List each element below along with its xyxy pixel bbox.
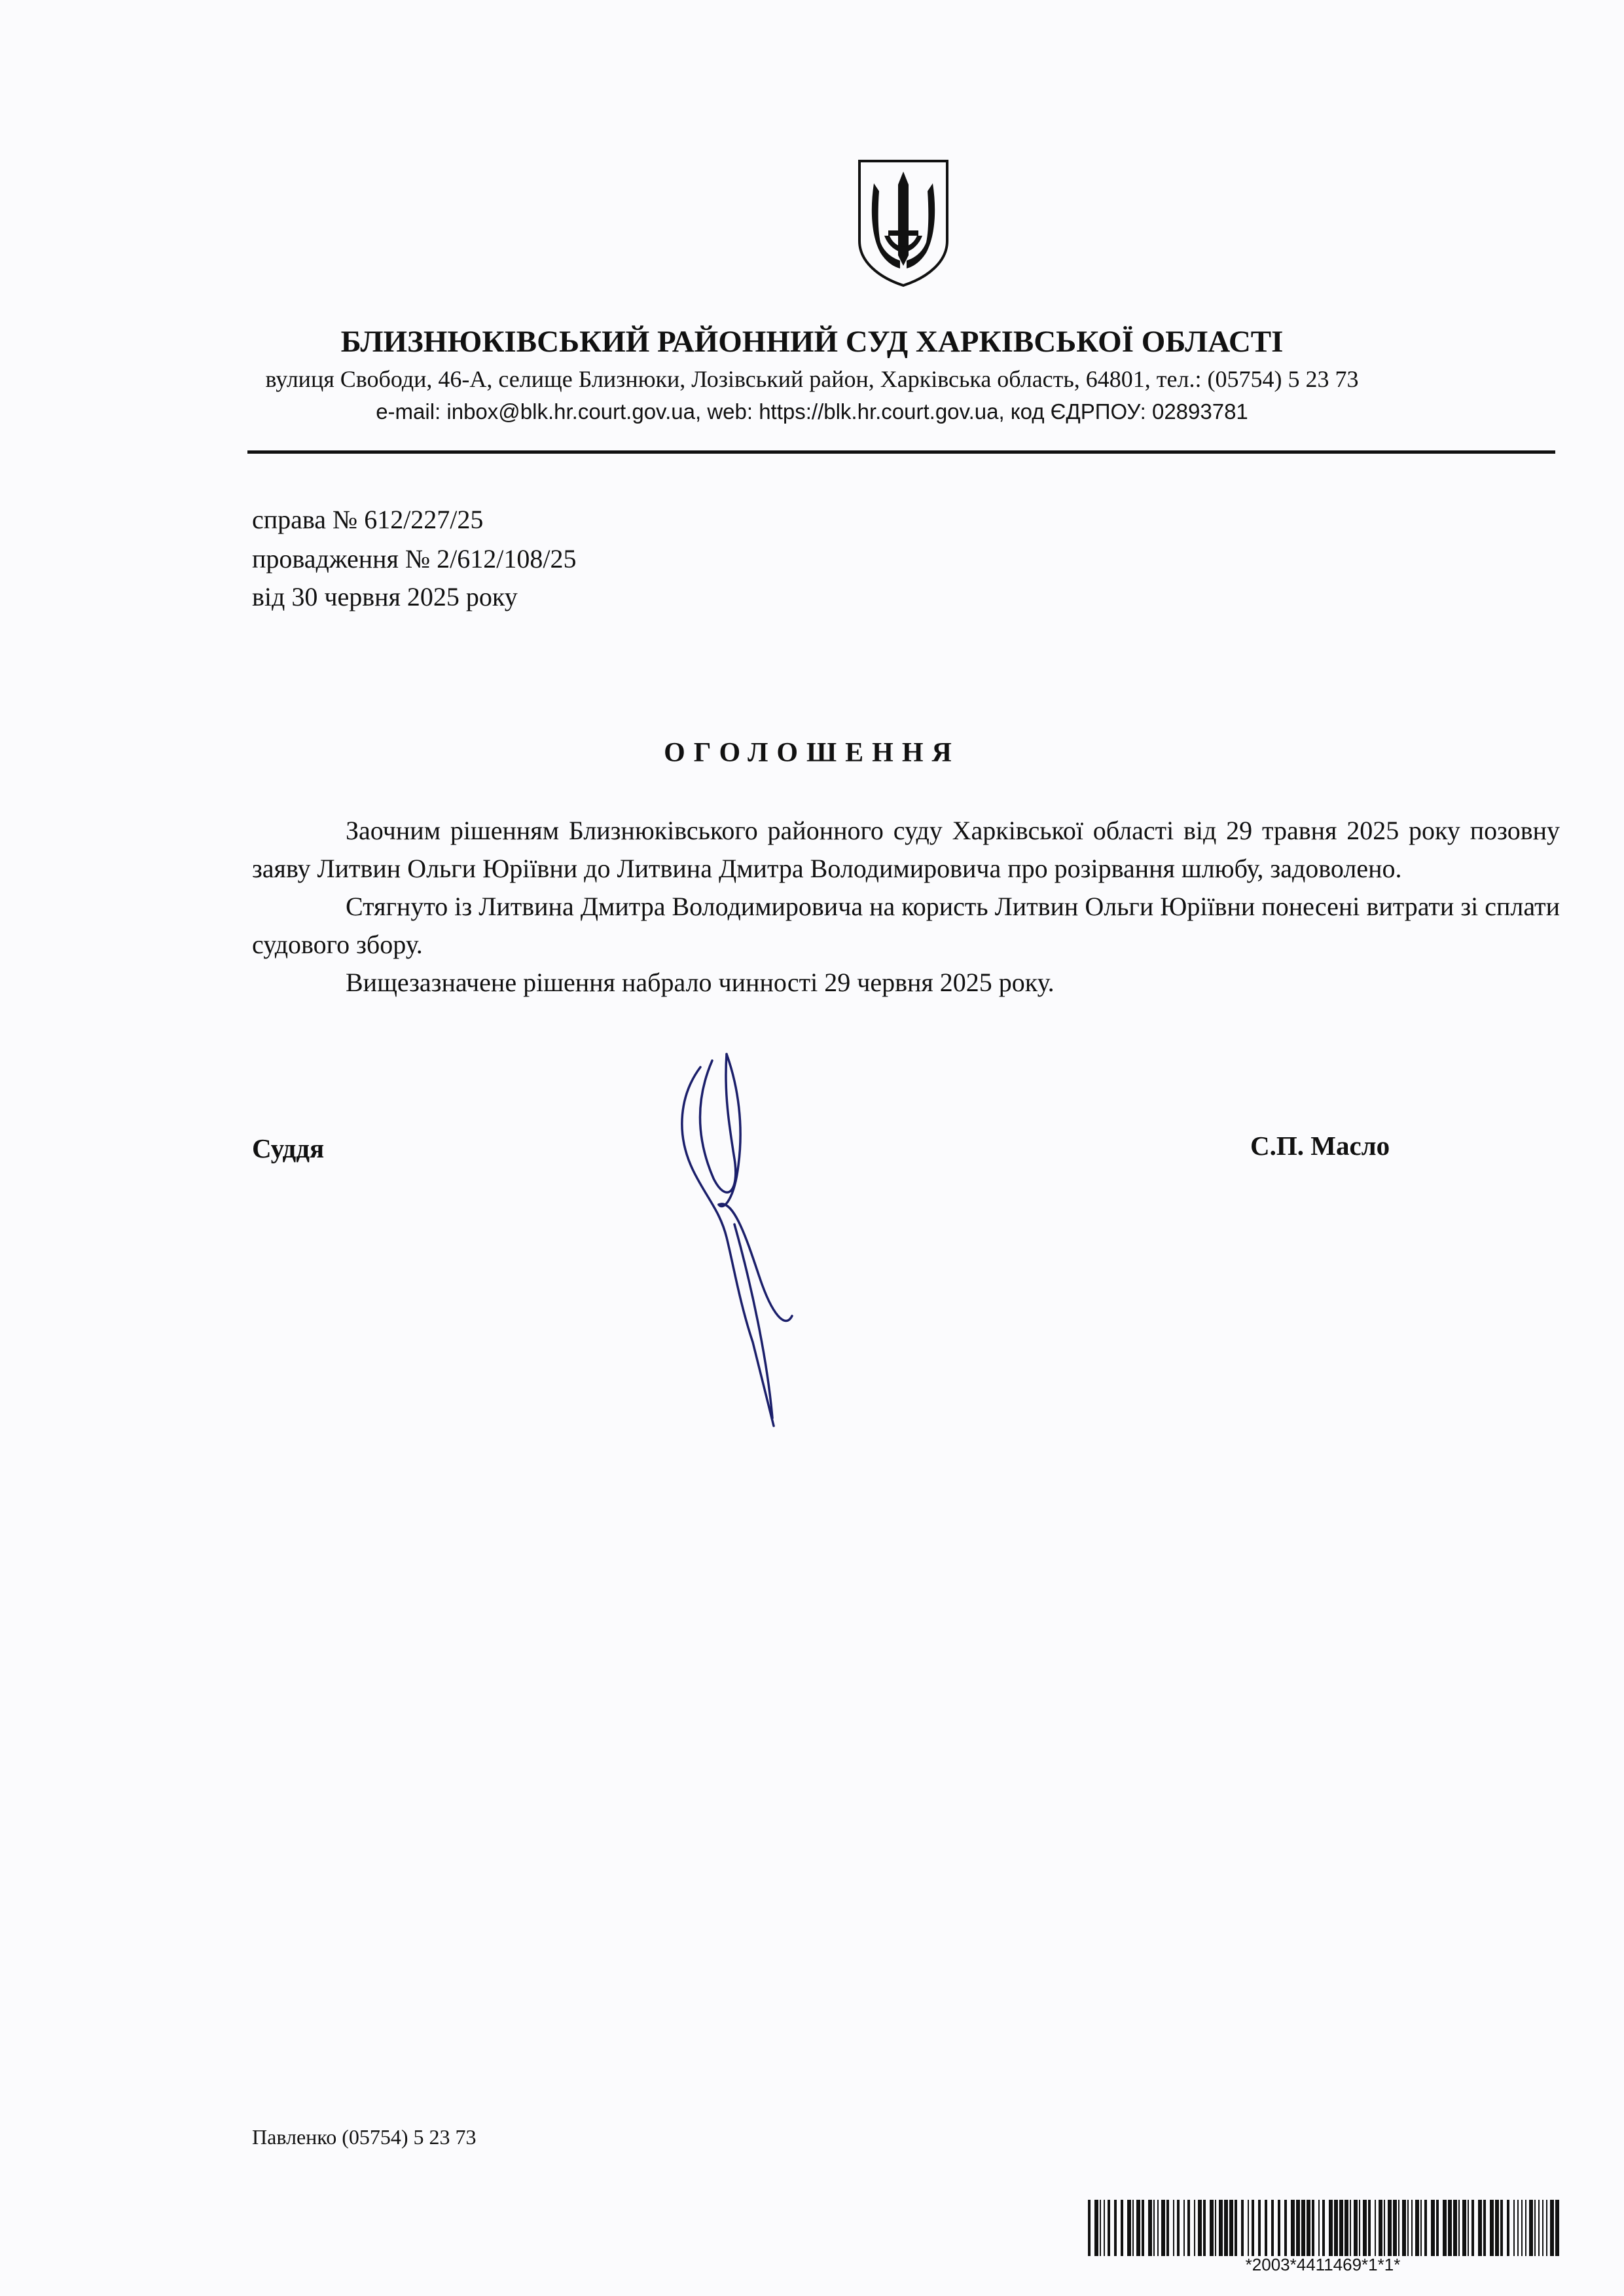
judge-name: С.П. Масло xyxy=(1250,1131,1390,1161)
barcode-bar xyxy=(1241,2200,1244,2256)
barcode-bar xyxy=(1462,2200,1466,2256)
barcode-bar xyxy=(1507,2200,1509,2256)
court-address: вулиця Свободи, 46-А, селище Близнюки, Лозівський район, Харківська область, 64801, тел.: (05754) 5 23 73 xyxy=(265,366,1359,392)
barcode-bar xyxy=(1121,2200,1123,2256)
barcode-bar xyxy=(1448,2200,1452,2256)
barcode-bar xyxy=(1420,2200,1422,2256)
announcement-paragraph: Заочним рішенням Близнюківського районного суду Харківської області від 29 травня 2025 року позовну заяву Литвин Ольги Юріївни до Литвина Дмитра Володимировича про розірвання шлюбу, задоволено. xyxy=(252,816,1560,883)
barcode-bar xyxy=(1183,2200,1185,2256)
barcode-bar xyxy=(1411,2200,1413,2256)
barcode-bar xyxy=(1517,2200,1519,2256)
barcode-bar xyxy=(1224,2200,1228,2256)
barcode-bar xyxy=(1094,2200,1098,2256)
barcode-bar xyxy=(1312,2200,1314,2256)
announcement-body xyxy=(252,812,1560,1002)
barcode-bar xyxy=(1546,2200,1547,2256)
barcode-bar xyxy=(1296,2200,1300,2256)
barcode-bar xyxy=(1398,2200,1399,2256)
barcode-bar xyxy=(1127,2200,1131,2256)
court-contacts: e-mail: inbox@blk.hr.court.gov.ua, web: https://blk.hr.court.gov.ua, код ЄДРПОУ: 02893781 xyxy=(376,399,1248,424)
barcode-bar xyxy=(1229,2200,1233,2256)
barcode-bar xyxy=(1108,2200,1110,2256)
barcode-bar xyxy=(1368,2200,1371,2256)
barcode-bar xyxy=(1555,2200,1559,2256)
barcode-bar xyxy=(1157,2200,1159,2256)
barcode-bar xyxy=(1198,2200,1202,2256)
barcode-bar xyxy=(1443,2200,1447,2256)
barcode-bar xyxy=(1363,2200,1367,2256)
barcode-bar xyxy=(1100,2200,1101,2256)
barcode-bar xyxy=(1307,2200,1310,2256)
barcode-bar xyxy=(1436,2200,1439,2256)
barcode-bar xyxy=(1521,2200,1523,2256)
barcode-bar xyxy=(1215,2200,1216,2256)
barcode-bar xyxy=(1177,2200,1180,2256)
barcode-bar xyxy=(1529,2200,1533,2256)
judge-signature xyxy=(661,1041,838,1434)
barcode-bar xyxy=(1344,2200,1348,2256)
barcode-bar xyxy=(1500,2200,1503,2256)
barcode-bar xyxy=(1148,2200,1152,2256)
barcode-bar xyxy=(1379,2200,1382,2256)
barcode-bar xyxy=(1334,2200,1338,2256)
barcode-bar xyxy=(1415,2200,1419,2256)
barcode-bar xyxy=(1525,2200,1526,2256)
barcode-bar xyxy=(1248,2200,1249,2256)
barcode-bar xyxy=(1284,2200,1287,2256)
barcode-bar xyxy=(1219,2200,1223,2256)
barcode-bar xyxy=(1088,2200,1091,2256)
barcode-bar xyxy=(1354,2200,1358,2256)
barcode-bar xyxy=(1203,2200,1206,2256)
barcode-number: *2003*4411469*1*1* xyxy=(1245,2255,1401,2274)
barcode-bar xyxy=(1136,2200,1140,2256)
proceeding-number: провадження № 2/612/108/25 xyxy=(252,544,577,574)
barcode-icon xyxy=(1087,2200,1559,2256)
barcode-bar xyxy=(1384,2200,1385,2256)
barcode-bar xyxy=(1483,2200,1486,2256)
barcode-bar xyxy=(1194,2200,1195,2256)
barcode-bar xyxy=(1166,2200,1169,2256)
barcode-bar xyxy=(1142,2200,1144,2256)
barcode-bar xyxy=(1252,2200,1254,2256)
barcode-bar xyxy=(1132,2200,1134,2256)
header-divider xyxy=(247,450,1555,454)
barcode-bar xyxy=(1359,2200,1360,2256)
barcode-bar xyxy=(1407,2200,1409,2256)
barcode-bar xyxy=(1322,2200,1325,2256)
barcode-bar xyxy=(1278,2200,1280,2256)
barcode-bar xyxy=(1538,2200,1540,2256)
barcode-bar xyxy=(1458,2200,1460,2256)
barcode-bar xyxy=(1402,2200,1406,2256)
barcode-bar xyxy=(1153,2200,1155,2256)
case-number: справа № 612/227/25 xyxy=(252,505,484,534)
barcode-bar xyxy=(1513,2200,1515,2256)
barcode-bar xyxy=(1187,2200,1190,2256)
barcode-bar xyxy=(1318,2200,1320,2256)
barcode-bar xyxy=(1393,2200,1397,2256)
barcode-bar xyxy=(1114,2200,1117,2256)
barcode-bar xyxy=(1534,2200,1536,2256)
barcode-bar xyxy=(1301,2200,1305,2256)
barcode-bar xyxy=(1468,2200,1469,2256)
barcode-bar xyxy=(1471,2200,1474,2256)
barcode-bar xyxy=(1453,2200,1457,2256)
announcement-paragraph: Стягнуто із Литвина Дмитра Володимировича на користь Литвин Ольги Юріївни понесені витрати зі сплати судового збору. xyxy=(252,892,1560,959)
barcode-bar xyxy=(1388,2200,1392,2256)
barcode-bar xyxy=(1161,2200,1165,2256)
barcode-bar xyxy=(1375,2200,1376,2256)
barcode-bar xyxy=(1265,2200,1267,2256)
executor-contact: Павленко (05754) 5 23 73 xyxy=(252,2125,477,2149)
barcode-bar xyxy=(1104,2200,1105,2256)
barcode-bar xyxy=(1431,2200,1435,2256)
barcode-bar xyxy=(1350,2200,1351,2256)
barcode-bar xyxy=(1235,2200,1237,2256)
barcode-bar xyxy=(1210,2200,1214,2256)
judge-role-label: Суддя xyxy=(252,1133,325,1163)
announcement-title: ОГОЛОШЕННЯ xyxy=(664,738,960,768)
barcode-bar xyxy=(1339,2200,1343,2256)
barcode-bar xyxy=(1271,2200,1274,2256)
barcode-bar xyxy=(1550,2200,1554,2256)
court-name: БЛИЗНЮКІВСЬКИЙ РАЙОННИЙ СУД ХАРКІВСЬКОЇ ОБЛАСТІ xyxy=(340,325,1284,359)
barcode-bar xyxy=(1478,2200,1482,2256)
announcement-paragraph: Вищезазначене рішення набрало чинності 29 червня 2025 року. xyxy=(346,968,1055,997)
barcode-bar xyxy=(1258,2200,1261,2256)
barcode-bar xyxy=(1424,2200,1427,2256)
trident-icon xyxy=(854,157,952,288)
barcode-bar xyxy=(1291,2200,1295,2256)
case-date: від 30 червня 2025 року xyxy=(252,582,518,611)
barcode-bar xyxy=(1495,2200,1499,2256)
barcode-bar xyxy=(1542,2200,1543,2256)
barcode-bar xyxy=(1329,2200,1333,2256)
barcode-bar xyxy=(1490,2200,1494,2256)
barcode-bar xyxy=(1173,2200,1174,2256)
